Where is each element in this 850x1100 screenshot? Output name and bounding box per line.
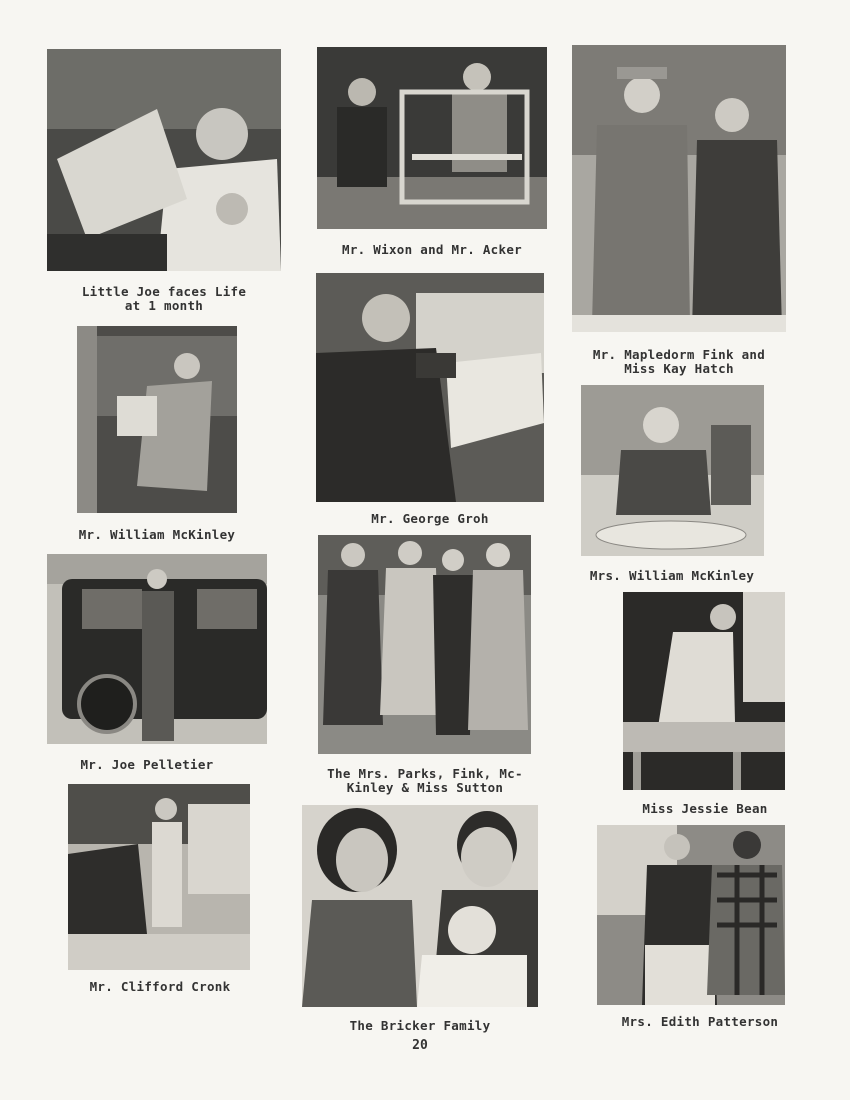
photo-mrs-william-mckinley [581, 385, 764, 556]
caption-fink-hatch: Mr. Mapledorm Fink and Miss Kay Hatch [592, 347, 766, 376]
caption-mrs-group: The Mrs. Parks, Fink, Mc- Kinley & Miss Sutton [327, 766, 523, 795]
photo-fink-hatch [572, 45, 786, 332]
caption-jessie-bean: Miss Jessie Bean [642, 801, 768, 816]
page-number: 20 [412, 1038, 428, 1053]
caption-joe-pelletier: Mr. Joe Pelletier [80, 757, 214, 772]
photo-edith-patterson [597, 825, 785, 1005]
caption-wixon-acker: Mr. Wixon and Mr. Acker [342, 242, 522, 257]
caption-mrs-william-mckinley: Mrs. William McKinley [589, 568, 755, 583]
photo-jessie-bean [623, 592, 785, 790]
caption-william-mckinley: Mr. William McKinley [78, 527, 236, 542]
photo-clifford-cronk [68, 784, 250, 970]
caption-bricker-family: The Bricker Family [349, 1018, 491, 1033]
photo-wixon-acker [317, 47, 547, 229]
caption-little-joe: Little Joe faces Life at 1 month [81, 284, 247, 313]
caption-clifford-cronk: Mr. Clifford Cronk [89, 979, 231, 994]
photo-little-joe [47, 49, 281, 271]
caption-edith-patterson: Mrs. Edith Patterson [621, 1014, 779, 1029]
photo-george-groh [316, 273, 544, 502]
photo-mrs-group [318, 535, 531, 754]
photo-william-mckinley [77, 326, 237, 513]
photo-joe-pelletier [47, 554, 267, 744]
photo-bricker-family [302, 805, 538, 1007]
caption-george-groh: Mr. George Groh [371, 511, 489, 526]
